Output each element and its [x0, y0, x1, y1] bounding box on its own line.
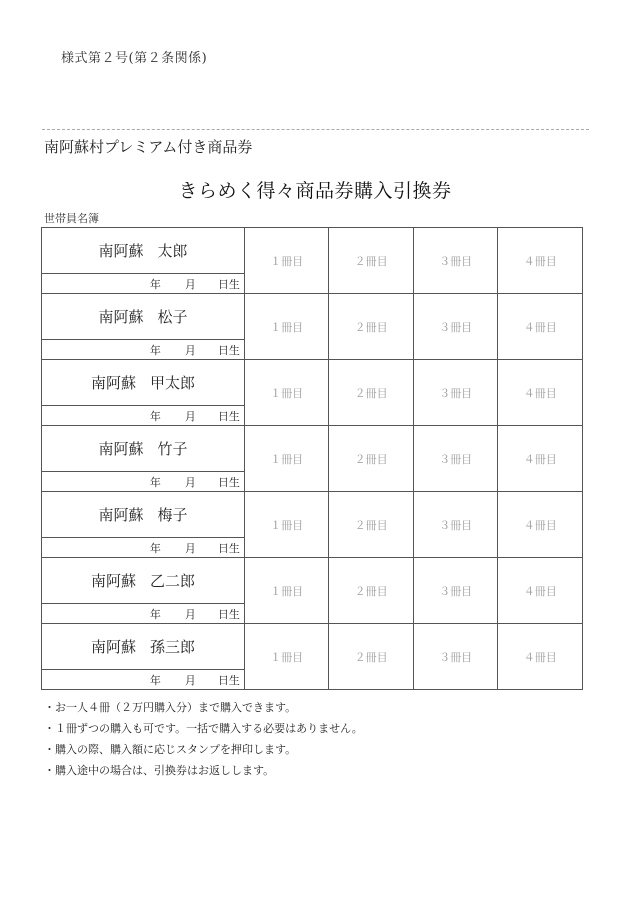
birth-day-label: 日生 — [217, 409, 240, 423]
birth-day-label: 日生 — [217, 607, 240, 621]
member-family-name: 南阿蘇 — [98, 242, 144, 260]
cut-line-divider — [42, 129, 589, 130]
book-label: ２冊目 — [354, 386, 388, 400]
book-label: ４冊目 — [523, 452, 557, 466]
stamp-box-book-4 — [498, 426, 583, 492]
stamp-box-book-1 — [244, 360, 329, 426]
book-label: １冊目 — [270, 584, 304, 598]
book-label: １冊目 — [270, 452, 304, 466]
birth-year-label: 年 — [149, 475, 161, 489]
stamp-box-book-4 — [498, 492, 583, 558]
book-label: ４冊目 — [523, 584, 557, 598]
member-name-cell — [42, 558, 245, 604]
member-row — [42, 294, 583, 340]
birthdate-field — [42, 604, 245, 624]
stamp-box-book-4 — [498, 294, 583, 360]
stamp-box-book-4 — [498, 360, 583, 426]
book-label: １冊目 — [270, 320, 304, 334]
member-row — [42, 360, 583, 406]
member-family-name: 南阿蘇 — [98, 308, 144, 326]
stamp-box-book-2 — [329, 294, 414, 360]
book-label: ３冊目 — [439, 452, 473, 466]
birth-month-label: 月 — [184, 343, 196, 357]
book-label: ３冊目 — [439, 386, 473, 400]
birth-month-label: 月 — [184, 409, 196, 423]
member-given-name: 太郎 — [157, 242, 188, 260]
note-item: ・購入途中の場合は、引換券はお返しします。 — [44, 764, 275, 777]
note-item: ・お一人４冊（２万円購入分）まで購入できます。 — [44, 701, 297, 714]
stamp-box-book-2 — [329, 228, 414, 294]
stamp-box-book-3 — [413, 492, 498, 558]
notes-list — [44, 697, 363, 781]
stamp-box-book-3 — [413, 360, 498, 426]
member-given-name: 孫三郎 — [149, 638, 195, 656]
member-row — [42, 426, 583, 472]
birthdate-field — [42, 670, 245, 690]
member-name-cell — [42, 360, 245, 406]
book-label: ４冊目 — [523, 386, 557, 400]
birth-year-label: 年 — [149, 673, 161, 687]
member-row — [42, 492, 583, 538]
section-label: 世帯員名簿 — [44, 212, 99, 225]
stamp-box-book-3 — [413, 624, 498, 690]
birth-day-label: 日生 — [217, 541, 240, 555]
member-name-cell — [42, 228, 245, 274]
stamp-box-book-3 — [413, 294, 498, 360]
note-item: ・１冊ずつの購入も可です。一括で購入する必要はありません。 — [44, 722, 363, 735]
stamp-box-book-1 — [244, 294, 329, 360]
birth-day-label: 日生 — [217, 475, 240, 489]
stamp-box-book-1 — [244, 492, 329, 558]
member-name-cell — [42, 294, 245, 340]
member-name-cell — [42, 624, 245, 670]
member-row — [42, 624, 583, 670]
book-label: ４冊目 — [523, 518, 557, 532]
stamp-box-book-3 — [413, 426, 498, 492]
note-item: ・購入の際、購入額に応じスタンプを押印します。 — [44, 743, 297, 756]
birth-day-label: 日生 — [217, 673, 240, 687]
book-label: ２冊目 — [354, 452, 388, 466]
member-family-name: 南阿蘇 — [90, 572, 136, 590]
birth-day-label: 日生 — [217, 343, 240, 357]
birth-year-label: 年 — [149, 409, 161, 423]
stamp-box-book-3 — [413, 228, 498, 294]
book-label: ３冊目 — [439, 254, 473, 268]
member-family-name: 南阿蘇 — [90, 638, 136, 656]
member-name-cell — [42, 492, 245, 538]
birthdate-field — [42, 340, 245, 360]
book-label: ３冊目 — [439, 518, 473, 532]
member-family-name: 南阿蘇 — [90, 374, 136, 392]
stamp-box-book-2 — [329, 558, 414, 624]
member-family-name: 南阿蘇 — [98, 506, 144, 524]
birth-day-label: 日生 — [217, 277, 240, 291]
stamp-box-book-2 — [329, 360, 414, 426]
book-label: １冊目 — [270, 650, 304, 664]
stamp-box-book-3 — [413, 558, 498, 624]
stamp-box-book-4 — [498, 558, 583, 624]
birthdate-field — [42, 274, 245, 294]
birth-year-label: 年 — [149, 277, 161, 291]
birthdate-field — [42, 538, 245, 558]
member-given-name: 松子 — [157, 308, 188, 326]
book-label: ２冊目 — [354, 650, 388, 664]
page-title: きらめく得々商品券購入引換券 — [178, 180, 452, 202]
stamp-box-book-1 — [244, 558, 329, 624]
stamp-box-book-4 — [498, 624, 583, 690]
book-label: ２冊目 — [354, 254, 388, 268]
stamp-box-book-1 — [244, 426, 329, 492]
stamp-box-book-2 — [329, 492, 414, 558]
member-given-name: 竹子 — [157, 440, 188, 458]
member-family-name: 南阿蘇 — [98, 440, 144, 458]
member-row — [42, 558, 583, 604]
book-label: ２冊目 — [354, 518, 388, 532]
birthdate-field — [42, 406, 245, 426]
member-given-name: 乙二郎 — [149, 572, 195, 590]
birth-month-label: 月 — [184, 673, 196, 687]
member-name-cell — [42, 426, 245, 472]
birth-month-label: 月 — [184, 475, 196, 489]
book-label: １冊目 — [270, 386, 304, 400]
book-label: ２冊目 — [354, 584, 388, 598]
stamp-box-book-4 — [498, 228, 583, 294]
member-given-name: 甲太郎 — [149, 374, 195, 392]
stamp-box-book-1 — [244, 624, 329, 690]
book-label: ３冊目 — [439, 650, 473, 664]
member-given-name: 梅子 — [157, 506, 188, 524]
form-number: 様式第２号(第２条関係) — [61, 51, 208, 66]
member-row — [42, 228, 583, 274]
book-label: ４冊目 — [523, 320, 557, 334]
book-label: １冊目 — [270, 518, 304, 532]
book-label: ４冊目 — [523, 254, 557, 268]
book-label: ２冊目 — [354, 320, 388, 334]
book-label: ４冊目 — [523, 650, 557, 664]
birth-year-label: 年 — [149, 343, 161, 357]
birth-month-label: 月 — [184, 541, 196, 555]
book-label: ３冊目 — [439, 320, 473, 334]
household-roster-table — [41, 227, 583, 690]
program-name: 南阿蘇村プレミアム付き商品券 — [44, 138, 253, 156]
birthdate-field — [42, 472, 245, 492]
book-label: ３冊目 — [439, 584, 473, 598]
birth-month-label: 月 — [184, 277, 196, 291]
book-label: １冊目 — [270, 254, 304, 268]
birth-year-label: 年 — [149, 607, 161, 621]
stamp-box-book-2 — [329, 426, 414, 492]
stamp-box-book-2 — [329, 624, 414, 690]
birth-month-label: 月 — [184, 607, 196, 621]
birth-year-label: 年 — [149, 541, 161, 555]
stamp-box-book-1 — [244, 228, 329, 294]
